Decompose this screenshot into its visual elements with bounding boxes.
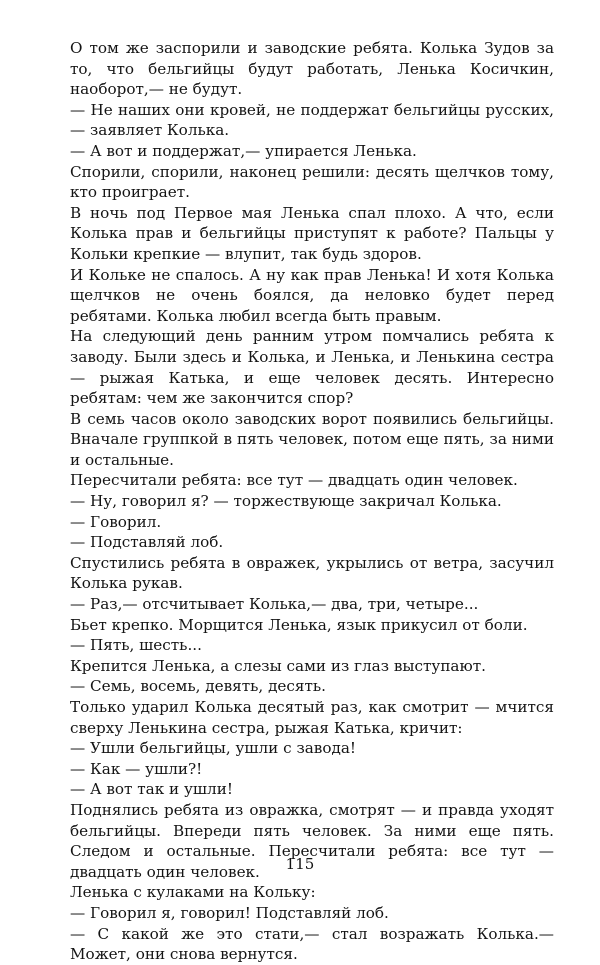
- paragraph: Спустились ребята в овражек, укрылись от ветра, засучил Колька рукав.: [70, 553, 554, 593]
- paragraph: — Семь, восемь, девять, десять.: [70, 677, 327, 696]
- paragraph: — Ну, говорил я? — торжествующе закричал Колька.: [70, 492, 502, 511]
- paragraph: Только ударил Колька десятый раз, как смотрит — мчится сверху Ленькина сестра, рыжая Катька, кричит:: [70, 698, 554, 737]
- paragraph: Ленька с кулаками на Кольку:: [70, 883, 316, 902]
- paragraph: В семь часов около заводских ворот появились бельгийцы. Вначале группкой в пять человек, потом еще пять, за ними и остальные.: [70, 409, 554, 469]
- page-text: [70, 38, 554, 965]
- paragraph: — Как — ушли?!: [70, 759, 203, 778]
- paragraph: И Кольке не спалось. А ну как прав Ленька! И хотя Колька щелчков не очень боялся, да неловко будет перед ребятами. Колька любил всегда быть правым.: [70, 265, 554, 325]
- paragraph: — А вот и поддержат,— упирается Ленька.: [70, 141, 417, 160]
- paragraph: — Не наших они кровей, не поддержат бельгийцы русских,— заявляет Колька.: [70, 100, 554, 140]
- paragraph: — С какой же это стати,— стал возражать Колька.— Может, они снова вернутся.: [70, 924, 554, 964]
- paragraph: — Раз,— отсчитывает Колька,— два, три, четыре...: [70, 595, 479, 614]
- paragraph: — Подставляй лоб.: [70, 533, 224, 552]
- paragraph: — Говорил я, говорил! Подставляй лоб.: [70, 903, 389, 922]
- paragraph: — Говорил.: [70, 512, 162, 531]
- paragraph: В ночь под Первое мая Ленька спал плохо. А что, если Колька прав и бельгийцы приступят к работе? Пальцы у Кольки крепкие — влупит, так будь здоров.: [70, 203, 554, 263]
- page-number: 115: [285, 855, 315, 873]
- paragraph: Крепится Ленька, а слезы сами из глаз выступают.: [70, 656, 486, 675]
- paragraph: О том же заспорили и заводские ребята. Колька Зудов за то, что бельгийцы будут работать, Ленька Косичкин, наоборот,— не будут.: [70, 39, 554, 99]
- paragraph: Спорили, спорили, наконец решили: десять щелчков тому, кто проиграет.: [70, 162, 554, 202]
- paragraph: — А вот так и ушли!: [70, 780, 233, 799]
- paragraph: — Пять, шесть...: [70, 636, 202, 655]
- paragraph: — Ушли бельгийцы, ушли с завода!: [70, 739, 356, 758]
- paragraph: Поднялись ребята из овражка, смотрят — и правда уходят бельгийцы. Впереди пять человек. За ними еще пять. Следом и остальные. Пересчитали ребята: все тут — двадцать один человек.: [70, 800, 554, 881]
- paragraph: На следующий день ранним утром помчались ребята к заводу. Были здесь и Колька, и Ленька, и Ленькина сестра — рыжая Катька, и еще человек десять. Интересно ребятам: чем же закончится спор?: [70, 327, 554, 408]
- paragraph: Бьет крепко. Морщится Ленька, язык прикусил от боли.: [70, 615, 528, 634]
- paragraph: Пересчитали ребята: все тут — двадцать один человек.: [70, 471, 518, 490]
